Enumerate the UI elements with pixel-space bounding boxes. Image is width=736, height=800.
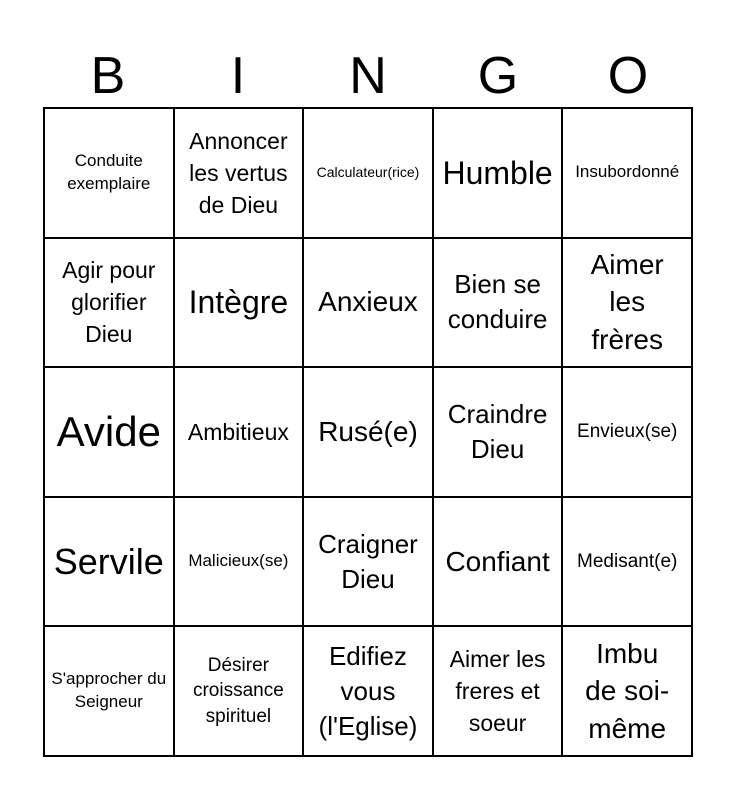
bingo-cell-r3-c3[interactable] bbox=[304, 368, 434, 498]
cell-text: S'approcher du Seigneur bbox=[51, 669, 167, 712]
bingo-cell-r1-c5[interactable] bbox=[563, 109, 693, 239]
bingo-cell-r2-c5[interactable] bbox=[563, 239, 693, 369]
cell-text: Malicieux(se) bbox=[188, 551, 289, 571]
bingo-cell-r1-c2[interactable] bbox=[175, 109, 305, 239]
header-letter-i: I bbox=[230, 47, 246, 105]
cell-text: Bien se conduire bbox=[447, 269, 548, 335]
bingo-cell-r3-c5[interactable] bbox=[563, 368, 693, 498]
cell-text: Rusé(e) bbox=[318, 416, 418, 448]
cell-text: Agir pour glorifier Dieu bbox=[62, 257, 156, 348]
cell-text: Conduite exemplaire bbox=[67, 150, 151, 193]
bingo-cell-r2-c3[interactable] bbox=[304, 239, 434, 369]
cell-text: Anxieux bbox=[318, 286, 418, 318]
cell-text: Avide bbox=[56, 407, 161, 455]
bingo-cell-r5-c3[interactable] bbox=[304, 627, 434, 757]
cell-text: Servile bbox=[53, 541, 164, 582]
bingo-cell-r4-c3[interactable] bbox=[304, 498, 434, 628]
bingo-cell-r5-c2[interactable] bbox=[175, 627, 305, 757]
header-letter-b: B bbox=[90, 47, 126, 105]
cell-text: Calculateur(rice) bbox=[316, 164, 420, 181]
cell-text: Craindre Dieu bbox=[447, 398, 548, 464]
bingo-cell-r4-c1[interactable] bbox=[45, 498, 175, 628]
bingo-cell-r2-c4[interactable] bbox=[434, 239, 564, 369]
cell-text: Désirer croissance spirituel bbox=[192, 654, 284, 728]
cell-text: Annoncer les vertus de Dieu bbox=[189, 127, 288, 218]
cell-text: Confiant bbox=[445, 545, 550, 577]
bingo-cell-r1-c1[interactable] bbox=[45, 109, 175, 239]
header-letter-g: G bbox=[477, 47, 519, 105]
cell-text: Craigner Dieu bbox=[318, 528, 418, 594]
bingo-cell-r3-c2[interactable] bbox=[175, 368, 305, 498]
cell-text: Aimer les frères bbox=[590, 248, 664, 356]
bingo-cell-r2-c2[interactable] bbox=[175, 239, 305, 369]
bingo-cell-r4-c2[interactable] bbox=[175, 498, 305, 628]
bingo-header bbox=[43, 44, 693, 108]
cell-text: Imbu de soi-même bbox=[585, 637, 670, 745]
cell-text: Humble bbox=[442, 154, 553, 191]
bingo-cell-r2-c1[interactable] bbox=[45, 239, 175, 369]
bingo-cell-r4-c5[interactable] bbox=[563, 498, 693, 628]
cell-text: Aimer les freres et soeur bbox=[449, 645, 546, 737]
cell-text: Insubordonné bbox=[575, 162, 680, 182]
bingo-cell-r5-c4[interactable] bbox=[434, 627, 564, 757]
cell-text: Envieux(se) bbox=[577, 421, 678, 443]
bingo-cell-r1-c4[interactable] bbox=[434, 109, 564, 239]
cell-text: Ambitieux bbox=[187, 418, 289, 445]
bingo-cell-r4-c4[interactable] bbox=[434, 498, 564, 628]
bingo-cell-r5-c1[interactable] bbox=[45, 627, 175, 757]
bingo-cell-r3-c1[interactable] bbox=[45, 368, 175, 498]
bingo-board bbox=[43, 107, 693, 757]
cell-text: Intègre bbox=[188, 284, 289, 321]
cell-text: Edifiez vous (l'Eglise) bbox=[318, 640, 418, 741]
bingo-cell-r5-c5[interactable] bbox=[563, 627, 693, 757]
header-letter-n: N bbox=[349, 47, 387, 105]
header-letter-o: O bbox=[607, 47, 649, 105]
cell-text: Medisant(e) bbox=[577, 550, 678, 572]
bingo-cell-r1-c3[interactable] bbox=[304, 109, 434, 239]
bingo-cell-r3-c4[interactable] bbox=[434, 368, 564, 498]
